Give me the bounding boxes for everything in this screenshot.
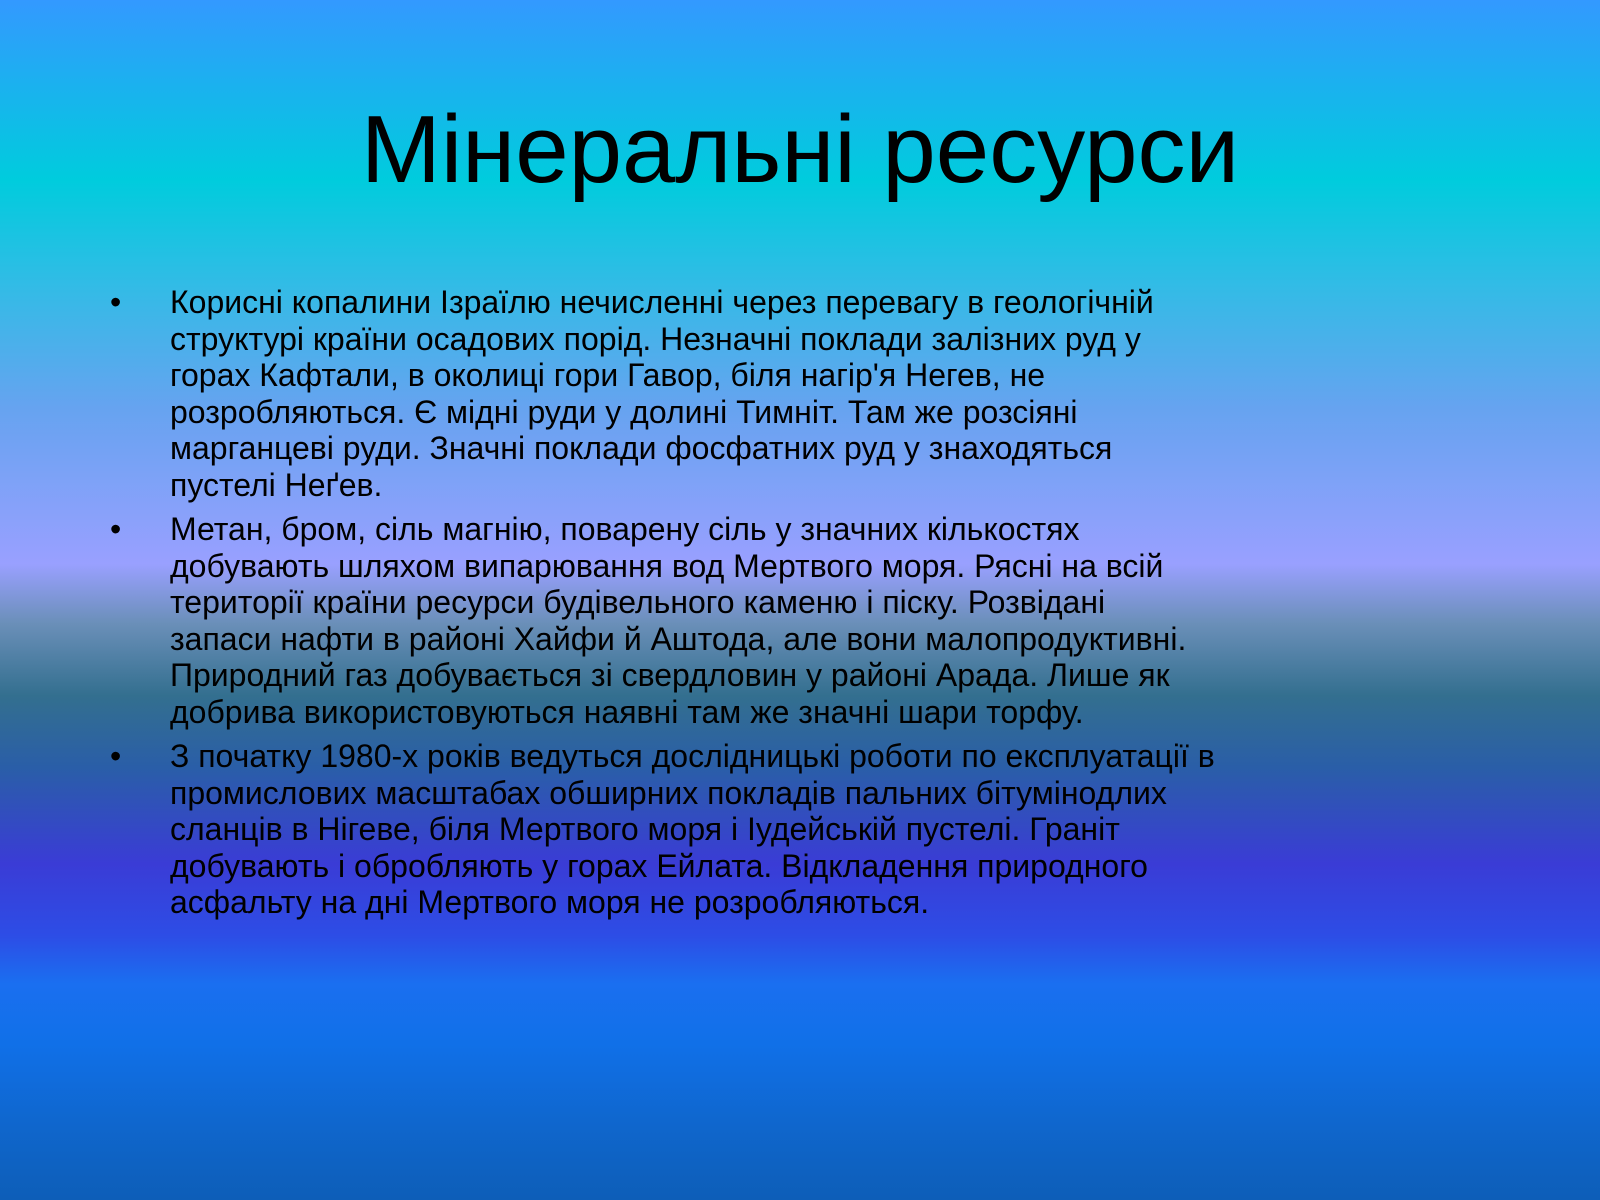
bullet-icon: • bbox=[110, 511, 122, 547]
bullet-item bbox=[110, 511, 1530, 730]
bullet-item bbox=[110, 738, 1530, 921]
bullet-list bbox=[110, 284, 1530, 929]
bullet-text: З початку 1980-х років ведуться дослідницькі роботи по експлуатації в промислових масштабах обширних покладів пальних бітумінодлих сланців в Нігеве, біля Мертвого моря і Іудейській пустелі. Граніт добувають і обробляють у горах Ейлата. Відкладення природного асфальту на дні Мертвого моря не розробляються. bbox=[170, 738, 1215, 920]
bullet-text: Метан, бром, сіль магнію, поварену сіль у значних кількостях добувають шляхом випарювання вод Мертвого моря. Рясні на всій території країни ресурси будівельного каменю і піску. Розвідані запаси нафти в районі Хайфи й Аштода, але вони малопродуктивні. Природний газ добувається зі свердловин у районі Арада. Лише як добрива використовуються наявні там же значні шари торфу. bbox=[170, 511, 1187, 730]
bullet-text: Корисні копалини Ізраїлю нечисленні через перевагу в геологічній структурі країни осадових порід. Незначні поклади залізних руд у горах Кафтали, в околиці гори Гавор, біля нагір'я Негев, не розробляються. Є мідні руди у долині Тимніт. Там же розсіяні марганцеві руди. Значні поклади фосфатних руд у знаходяться пустелі Неґев. bbox=[170, 284, 1154, 503]
bullet-item bbox=[110, 284, 1530, 503]
bullet-icon: • bbox=[110, 738, 122, 774]
slide-title: Мінеральні ресурси bbox=[360, 96, 1240, 203]
bullet-icon: • bbox=[110, 284, 122, 320]
